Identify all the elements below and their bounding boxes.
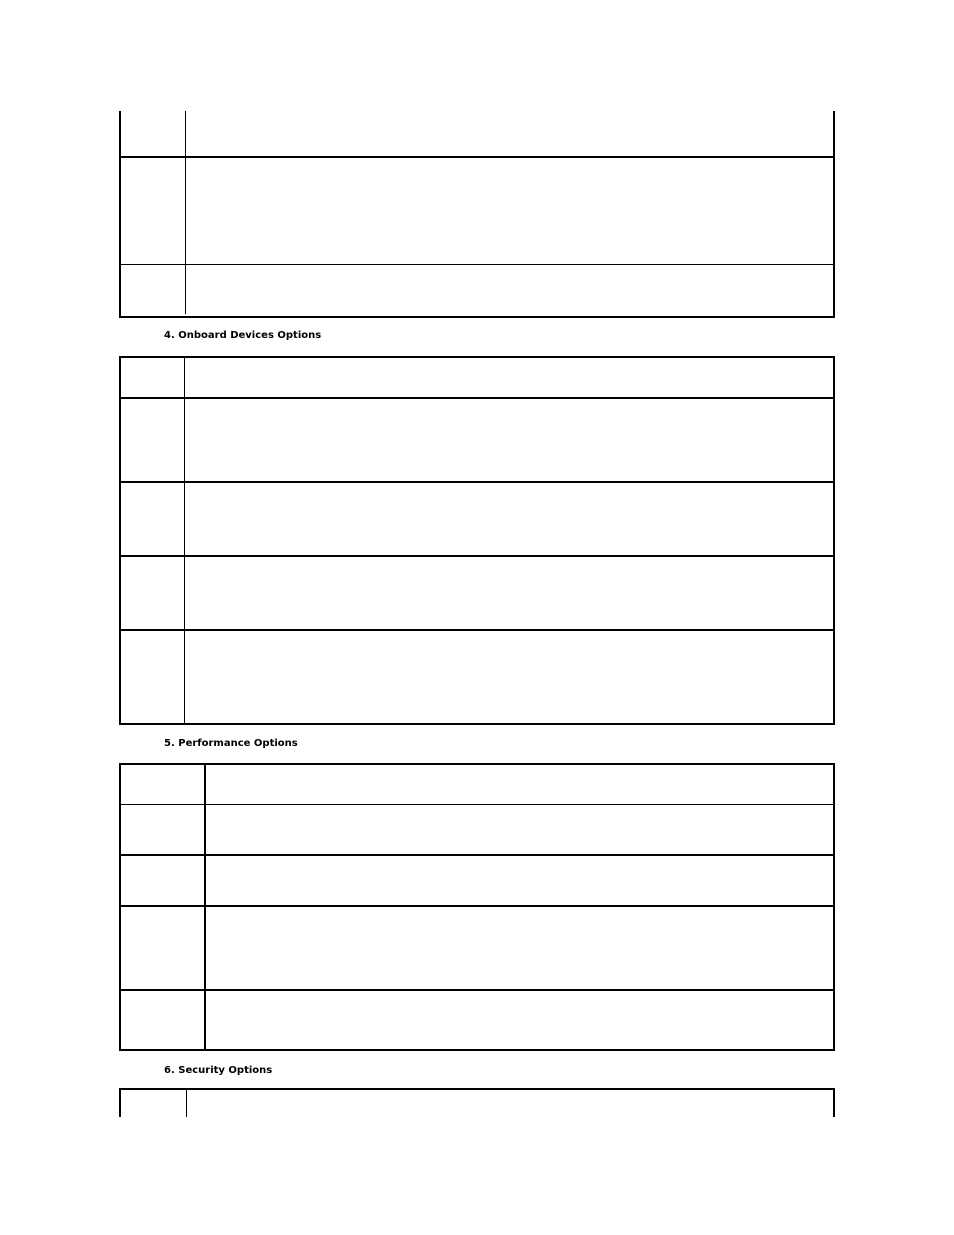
table-row <box>121 557 833 631</box>
table-row <box>121 111 833 158</box>
table-cell-left <box>121 111 186 156</box>
table-row <box>121 907 833 991</box>
table-cell-right <box>206 805 833 854</box>
table-cell-right <box>186 158 833 264</box>
table-cell-right <box>185 631 833 723</box>
onboard-devices-table <box>119 356 835 725</box>
table-row <box>121 631 833 723</box>
table-row <box>121 158 833 265</box>
table-cell-right <box>206 991 833 1049</box>
table-cell-left <box>121 805 206 854</box>
table-cell-left <box>121 631 185 723</box>
table-cell-left <box>121 557 185 629</box>
section-heading-performance: 5. Performance Options <box>164 738 298 749</box>
performance-table <box>119 763 835 1051</box>
table-cell-left <box>121 765 206 804</box>
table-cell-right <box>206 765 833 804</box>
table-cell-right <box>187 1090 833 1117</box>
table-cell-left <box>121 991 206 1049</box>
table-cell-left <box>121 856 206 905</box>
table-cell-right <box>206 907 833 989</box>
table-row <box>121 399 833 483</box>
table-cell-right <box>186 265 833 314</box>
table-cell-right <box>185 399 833 481</box>
table-cell-right <box>185 483 833 555</box>
table-cell-left <box>121 483 185 555</box>
table-cell-right <box>185 358 833 397</box>
section-heading-security: 6. Security Options <box>164 1065 273 1076</box>
table-row <box>121 805 833 856</box>
table-cell-left <box>121 1090 187 1117</box>
table-cell-right <box>185 557 833 629</box>
table-cell-right <box>186 111 833 156</box>
table-row <box>121 483 833 557</box>
table-row <box>121 1090 833 1117</box>
table-cell-left <box>121 399 185 481</box>
table-row <box>121 765 833 805</box>
table-row <box>121 991 833 1049</box>
section-heading-onboard-devices: 4. Onboard Devices Options <box>164 330 322 341</box>
table-cell-left <box>121 907 206 989</box>
table-row <box>121 265 833 314</box>
table-cell-left <box>121 265 186 314</box>
security-table <box>119 1088 835 1117</box>
table-cell-left <box>121 158 186 264</box>
table-cell-left <box>121 358 185 397</box>
continued-table <box>119 111 835 318</box>
table-cell-right <box>206 856 833 905</box>
table-row <box>121 358 833 399</box>
table-row <box>121 856 833 907</box>
